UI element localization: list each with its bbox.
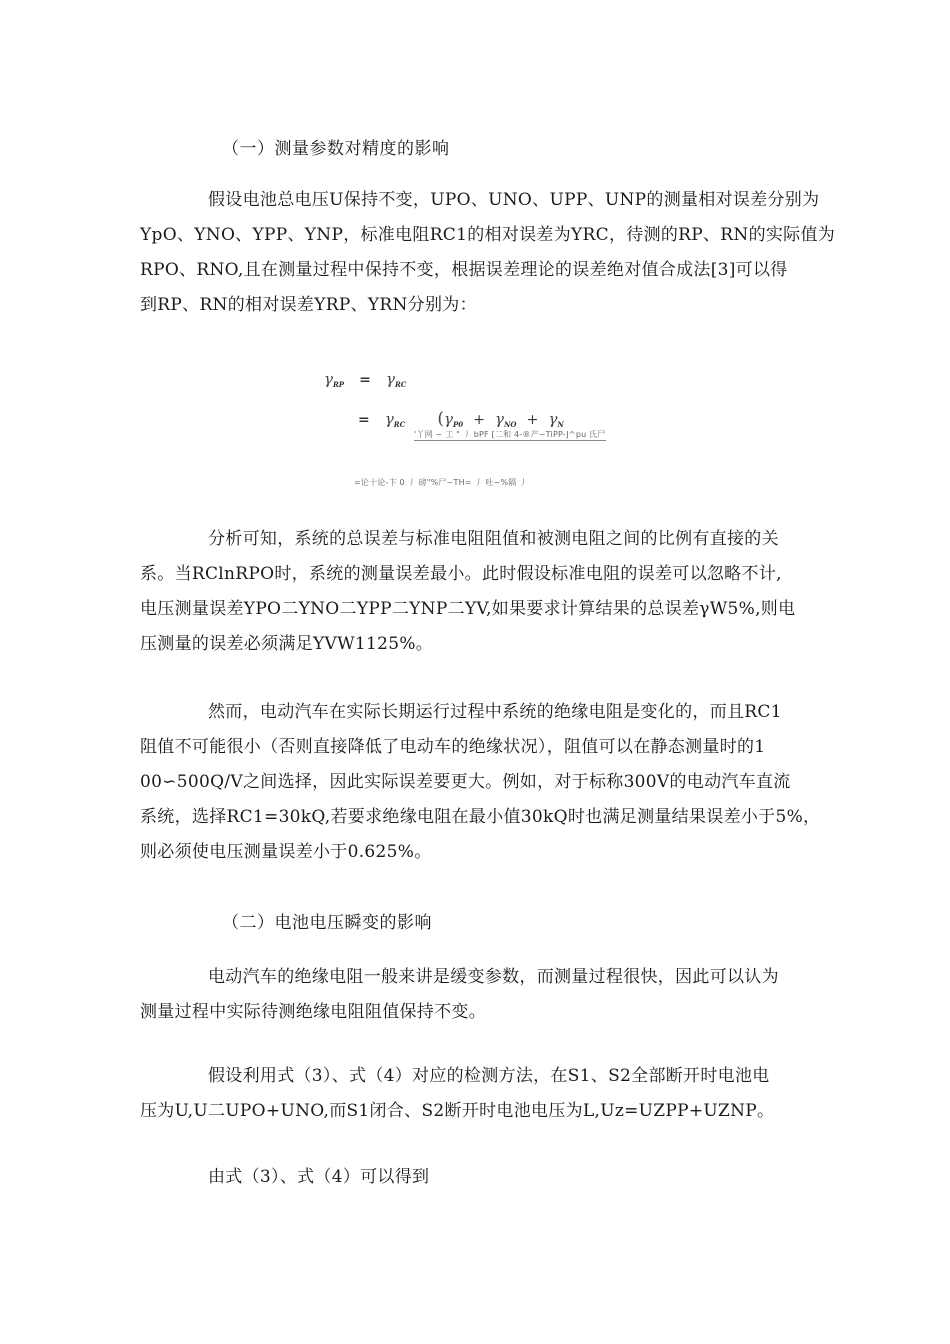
formula-subscript: RC <box>394 380 407 389</box>
paragraph-line: 压为U,U二UPO+UNO,而S1闭合、S2断开时电池电压为L,Uz=UZPP+UZNP。 <box>140 1101 775 1121</box>
formula-row-2 <box>348 409 564 429</box>
formula-paren: ( <box>437 409 445 429</box>
section-heading-2: （二）电池电压瞬变的影响 <box>222 913 432 933</box>
paragraph-line: 电压测量误差YPO二YNO二YPP二YNP二YV,如果要求计算结果的总误差γW5%,则电 <box>140 599 796 619</box>
formula-equals: = <box>358 412 370 428</box>
formula-symbol: γ <box>384 410 394 428</box>
formula-symbol: γ <box>444 410 453 428</box>
formula-symbol: γ <box>385 370 395 388</box>
paragraph-line: 00∽500Q/V之间选择，因此实际误差要更大。例如，对于标称300V的电动汽车直流 <box>140 772 791 792</box>
formula-symbol: γ <box>324 370 333 388</box>
paragraph-line: 假设利用式（3）、式（4）对应的检测方法，在S1、S2全部断开时电池电 <box>208 1066 770 1086</box>
paragraph-line: 阻值不可能很小（否则直接降低了电动车的绝缘状况），阻值可以在静态测量时的1 <box>140 737 766 757</box>
formula-note-1: '丫网 ~ 工 " 丿 bPF [二和 4-®产~TiPP-J^pu 氏尸 <box>414 430 606 439</box>
formula-symbol: γ <box>495 410 505 428</box>
formula-subscript: NO <box>504 420 517 429</box>
paragraph-line: 则必须使电压测量误差小于0.625%。 <box>140 842 432 862</box>
formula-note-2: =论十论-卞 0 丿 磅"%尸~TH= 丿 吐~%隔 丿 <box>354 478 528 487</box>
paragraph-line: 电动汽车的绝缘电阻一般来讲是缓变参数，而测量过程很快，因此可以认为 <box>208 967 779 987</box>
formula-plus: + <box>473 412 485 428</box>
paragraph-2 <box>140 522 820 662</box>
paragraph-4 <box>140 960 820 1030</box>
paragraph-line: 假设电池总电压U保持不变，UPO、UNO、UPP、UNP的测量相对误差分别为 <box>208 190 820 210</box>
paragraph-line: 测量过程中实际待测绝缘电阻阻值保持不变。 <box>140 1002 486 1022</box>
paragraph-line: 由式（3）、式（4）可以得到 <box>208 1167 430 1187</box>
paragraph-5 <box>140 1059 820 1129</box>
paragraph-line: 分析可知，系统的总误差与标准电阻阻值和被测电阻之间的比例有直接的关 <box>208 529 779 549</box>
paragraph-line: 然而，电动汽车在实际长期运行过程中系统的绝缘电阻是变化的，而且RC1 <box>208 702 782 722</box>
formula-block <box>318 365 638 495</box>
formula-subscript: P0 <box>452 420 464 429</box>
paragraph-3 <box>140 695 820 870</box>
formula-plus: + <box>526 412 539 428</box>
paragraph-6 <box>140 1160 820 1195</box>
section-heading-1: （一）测量参数对精度的影响 <box>222 139 450 159</box>
paragraph-line: YpO、YNO、YPP、YNP，标准电阻RC1的相对误差为YRC，待测的RP、RN的实际值为 <box>140 225 836 245</box>
paragraph-line: 压测量的误差必须满足YVW1125%。 <box>140 634 434 654</box>
formula-subscript: N <box>557 420 564 429</box>
formula-subscript: RP <box>332 380 345 389</box>
formula-subscript: RC <box>393 420 406 429</box>
formula-row-1 <box>324 369 406 389</box>
paragraph-1 <box>140 183 836 323</box>
paragraph-line: 到RP、RN的相对误差YRP、YRN分别为： <box>140 295 477 315</box>
paragraph-line: 系。当RClnRPO时，系统的测量误差最小。此时假设标准电阻的误差可以忽略不计, <box>140 564 782 584</box>
formula-equals: = <box>359 372 371 388</box>
paragraph-line: RPO、RNO,且在测量过程中保持不变，根据误差理论的误差绝对值合成法[3]可以得 <box>140 260 788 280</box>
paragraph-line: 系统，选择RC1=30kQ,若要求绝缘电阻在最小值30kQ时也满足测量结果误差小于5%， <box>140 807 821 827</box>
formula-symbol: γ <box>548 410 558 428</box>
